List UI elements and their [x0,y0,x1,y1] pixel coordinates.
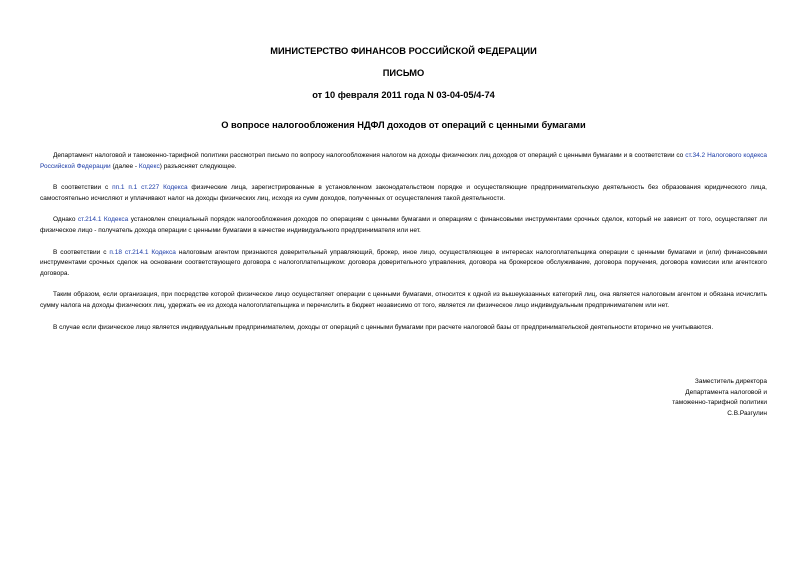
paragraph-text: Департамент налоговой и таможенно-тарифной политики рассмотрел письмо по вопросу налогообложения налогом на доходы физических лиц доходов от операций с ценными бумагами и в соответствии со [53,152,686,159]
link-art-227[interactable]: пп.1 п.1 ст.227 Кодекса [112,184,188,192]
paragraph-1 [40,151,767,172]
signer-position-2: Департамента налоговой и [685,388,767,396]
paragraph-text: В случае если физическое лицо является индивидуальным предпринимателем, доходы от операций с ценными бумагами при расчете налоговой базы от предпринимательской деятельности вторично не учитываются. [53,323,714,331]
paragraph-text: Таким образом, если организация, при посредстве которой физическое лицо осуществляет операции с ценными бумагами, относится к одной из вышеуказанных категорий лиц, она является налоговым агентом и обязана исчислить сумму налога на доходы физических лиц, удержать ее из дохода налогоплательщика и перечислить в бюджет независимо от того, является ли физическое лицо индивидуальным предпринимателем или нет. [40,291,767,309]
link-tax-code-art-34-2[interactable]: ст.34.2 Налогового кодекса Российской Федерации [40,152,768,170]
paragraph-text: установлен специальный порядок налогообложения доходов по операциям с ценными бумагами и операциям с финансовыми инструментами срочных сделок, который не зависит от того, осуществляет ли физическое лицо - получатель дохода операции с ценными бумагами в качестве индивидуального предпринимателя или нет. [40,216,768,234]
paragraph-text: налоговым агентом признаются доверительный управляющий, брокер, иное лицо, осуществляющее в интересах налогоплательщика операции с ценными бумагами и (или) финансовыми инструментами срочных сделок на основании соответствующего договора с налогоплательщиком: договора доверительного управления, договора на брокерское обслуживание, договора поручения, договора комиссии или агентского договора. [40,248,767,277]
link-art-214-1[interactable]: ст.214.1 Кодекса [77,216,129,224]
link-code[interactable]: Кодекс [138,162,160,170]
paragraph-3 [40,215,767,236]
document-type: ПИСЬМО [382,68,425,78]
paragraph-2 [40,183,767,204]
paragraph-text: ) разъясняет следующее. [159,162,237,170]
document-subject: О вопросе налогообложения НДФЛ доходов от операций с ценными бумагами [221,120,586,130]
signer-position-1: Заместитель директора [694,378,767,385]
signer-name: С.В.Разгулин [727,409,767,417]
paragraph-text: Однако [53,216,78,224]
signer-position-3: таможенно-тарифной политики [672,399,767,407]
paragraph-4 [40,248,767,280]
ministry-heading: МИНИСТЕРСТВО ФИНАНСОВ РОССИЙСКОЙ ФЕДЕРАЦИИ [270,46,537,56]
paragraph-text: физические лица, зарегистрированные в установленном законодательством порядке и осуществляющие предпринимательскую деятельность без образования юридического лица, самостоятельно исчисляют и уплачивают налог на доходы физических лиц, исходя из сумм доходов, полученных от осуществления такой деятельности. [40,184,767,202]
document-body [40,151,767,344]
paragraph-5 [40,290,767,311]
paragraph-text: В соответствии с [53,184,113,192]
paragraph-6 [40,323,767,334]
signature-block [672,377,767,419]
link-p18-art-214-1[interactable]: п.18 ст.214.1 Кодекса [109,248,176,256]
document-date-number: от 10 февраля 2011 года N 03-04-05/4-74 [312,90,495,100]
paragraph-text: (далее - [110,162,139,170]
paragraph-text: В соответствии с [53,248,110,256]
